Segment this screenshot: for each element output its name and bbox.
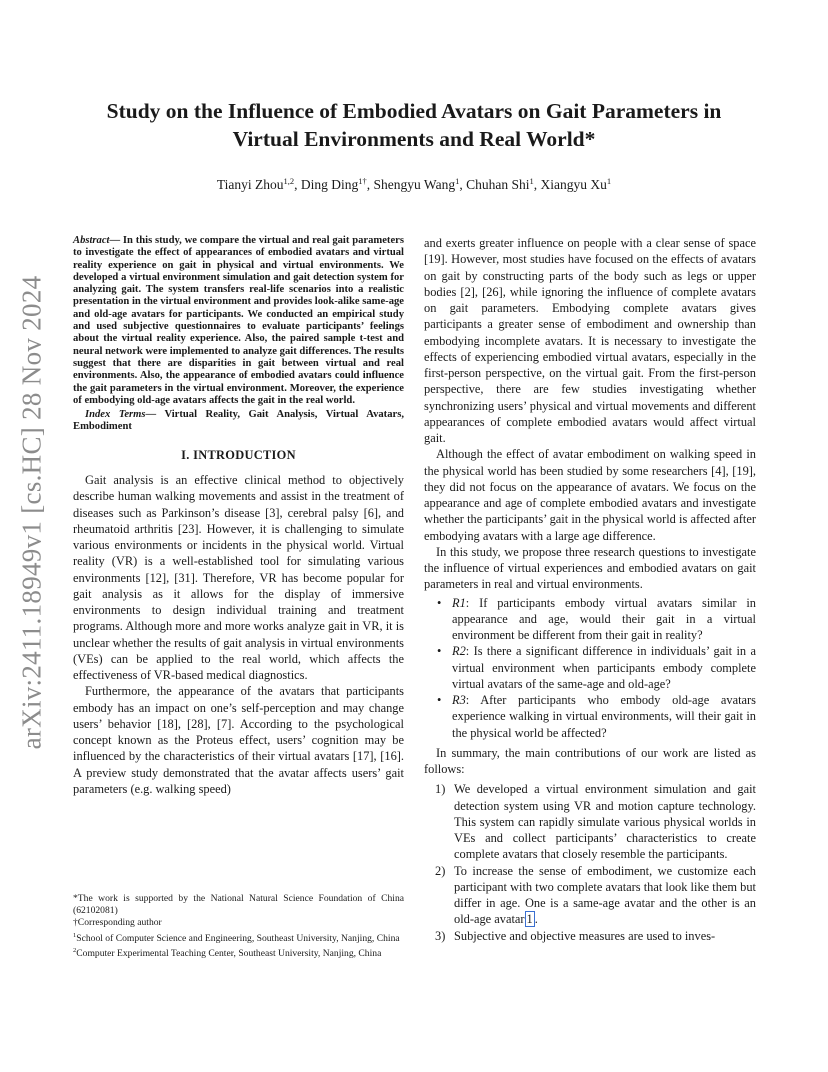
paper-title: Study on the Influence of Embodied Avatars on Gait Parameters in Virtual Environments and Real World* xyxy=(106,99,722,151)
footnote: $^1$School of Computer Science and Engineering, Southeast University, Nanjing, China xyxy=(73,931,400,944)
footnote: *The work is supported by the National Natural Science Foundation of China (62102081) xyxy=(73,893,404,916)
index-terms-lead: Index Terms xyxy=(85,409,146,421)
arxiv-stamp xyxy=(12,262,52,762)
list-item: • R2: Is there a significant difference in individuals’ gait in a virtual environment when participants embody complete virtual avatars of the same-age and old-age? xyxy=(437,644,756,691)
abstract-lead: Abstract xyxy=(73,235,110,246)
author: Xiangyu Xu$^1$ xyxy=(540,176,612,192)
footnotes xyxy=(73,893,404,961)
bullet-icon: • xyxy=(437,595,442,610)
paragraph: Furthermore, the appearance of the avatars that participants embody has an impact on one’s self-perception and may change users’ behavior [18], [28], [7]. According to the psychological concept known as the Proteus effect, users’ cognition may be influenced by the characteristics of their virtual avatars [17], [16]. A preview study demonstrated that the avatar affects users’ gait parameters (e.g. walking speed) xyxy=(73,684,404,796)
paragraph: Although the effect of avatar embodiment on walking speed in the physical world has been studied by some researchers [4], [19], they did not focus on the appearance of avatars. We focus on the appearance and age of complete embodied avatars and investigate whether the participants’ gait in the physical world is affected after embodying avatars with a large age difference. xyxy=(424,447,756,543)
list-item: 2) To increase the sense of embodiment, we customize each participant with two complete avatars that look like them but differ in age. One is a same-age avatar and the other is an old-age avatar 1 . xyxy=(435,863,756,927)
author: Ding Ding$^{1\dagger}$, xyxy=(300,176,374,192)
list-item: • R1: If participants embody virtual avatars similar in appearance and age, would their gait in a virtual environment be different from their gait in reality? xyxy=(437,595,756,642)
list-item: • R3: After participants who embody old-age avatars experience walking in virtual environments, will their gait in the physical world be affected? xyxy=(437,693,756,740)
right-column xyxy=(424,235,756,944)
contributions-list xyxy=(435,781,756,944)
bullet-icon: • xyxy=(437,644,442,659)
author-list xyxy=(80,176,748,193)
footnote: †Corresponding author xyxy=(73,917,162,929)
list-item: 1) We developed a virtual environment simulation and gait detection system using VR and motion capture technology. This system can rapidly simulate various physical worlds in VEs and collect participants’ characteristics to create complete avatars that closely resemble the participants. xyxy=(435,782,756,862)
paragraph: and exerts greater influence on people with a clear sense of space [19]. However, most studies have focused on the effects of avatars on gait by constructing parts of the body such as legs or upper bodies [2], [26], while ignoring the influence of complete avatars on gait parameters. Embodying complete avatars gives participants a greater sense of embodiment and ownership than embodying incomplete avatars. It is necessary to investigate the effects of experiencing embodied virtual avatars, especially in the first-person perspective, on the virtual gait. From the first-person perspective, there are few studies investigating whether synchronizing users’ physical and virtual movements and different appearances of complete embodied avatars would affect virtual gait. xyxy=(424,236,756,445)
research-questions-list xyxy=(437,595,756,741)
paragraph: In this study, we propose three research questions to investigate the influence of virtual experiences and embodied avatars on gait parameters in real and virtual environments. xyxy=(424,544,756,592)
abstract-text: — In this study, we compare the virtual and real gait parameters to investigate the effect of appearances of embodied avatars and virtual reality experience on gait in physical and virtual environments. We developed a virtual environment simulation and gait detection system for analyzing gait. The system transfers real-life scenarios into a realistic presentation in the virtual environment and provides look-alike same-age and old-age avatars for participants. We conducted an empirical study and used subjective questionnaires to evaluate participants’ feelings about the virtual reality experience. Also, the paired sample t-test and neural network were implemented to analyze gait differences. The results suggest that there are disparities in gait between virtual and real environments. Also, the appearance of embodied avatars could influence the gait parameters in the virtual environment. Moreover, the experience of embodying old-age avatars affects the gait in the real world. xyxy=(73,235,404,406)
paragraph: Gait analysis is an effective clinical method to objectively describe human walking movements and assist in the treatment of diseases such as Parkinson’s disease [3], cerebral palsy [6], and rheumatoid arthritis [23]. However, it is challenging to simulate various environments or incidents in the physical world. Virtual reality (VR) is a well-established tool for simulating various environments [12], [31]. Therefore, VR has become popular for gait analysis as it allows for the display of immersive environments to design individual training and treatment programs. Although more and more works analyze gait in VR, it is unclear whether the results of gait analysis in virtual environments (VEs) can be applied to the real world, which affects the effectiveness of VR-based medical diagnostics. xyxy=(73,473,404,682)
section-heading-introduction: I. INTRODUCTION xyxy=(181,447,296,462)
author: Tianyi Zhou$^{1,2}$, xyxy=(216,176,301,192)
index-terms xyxy=(73,409,404,434)
abstract xyxy=(73,235,404,407)
author: Shengyu Wang$^1$, xyxy=(373,176,467,192)
footnote: $^2$Computer Experimental Teaching Center, Southeast University, Nanjing, China xyxy=(73,947,382,960)
author: Chuhan Shi$^1$, xyxy=(466,176,541,192)
left-column xyxy=(73,235,404,797)
bullet-icon: • xyxy=(437,693,442,707)
paragraph: In summary, the main contributions of our work are listed as follows: xyxy=(424,745,756,776)
list-item: 3) Subjective and objective measures are used to inves- xyxy=(435,928,716,943)
index-terms-text: — Virtual Reality, Gait Analysis, Virtual Avatars, Embodiment xyxy=(73,409,404,433)
citation-link[interactable]: 1 xyxy=(526,912,533,927)
arxiv-stamp-text: arXiv:2411.18949v1 [cs.HC] 28 Nov 2024 xyxy=(16,275,47,749)
